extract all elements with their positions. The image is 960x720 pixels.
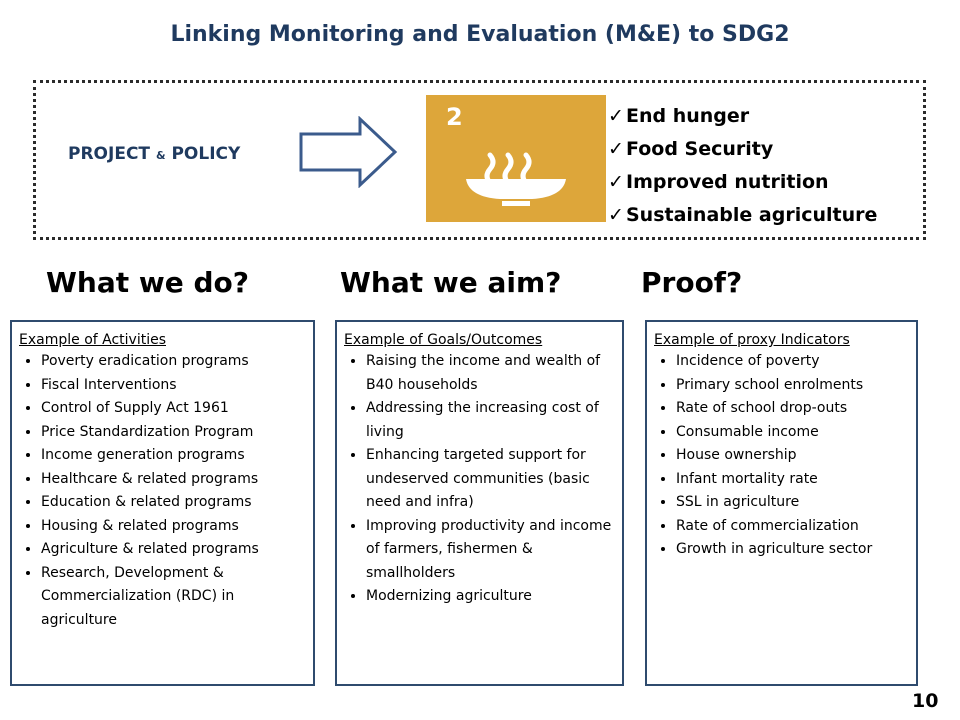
sdg2-goals-list xyxy=(608,100,877,232)
checkmark-icon: ✓ xyxy=(608,105,624,127)
slide-title: Linking Monitoring and Evaluation (M&E) to SDG2 xyxy=(170,22,790,47)
list-item: • Raising the income and wealth of B40 households xyxy=(366,350,616,397)
list-item: • Modernizing agriculture xyxy=(366,585,616,609)
list-item: • Income generation programs xyxy=(41,444,307,468)
goals-outcomes-list xyxy=(344,350,616,609)
activities-list xyxy=(19,350,307,632)
list-item: • Infant mortality rate xyxy=(676,468,910,492)
list-item: • Price Standardization Program xyxy=(41,421,307,445)
list-item: • House ownership xyxy=(676,444,910,468)
list-item: • Enhancing targeted support for undeserved communities (basic need and infra) xyxy=(366,444,616,515)
right-arrow-icon xyxy=(298,116,398,188)
list-item: • Growth in agriculture sector xyxy=(676,538,910,562)
panel-title: Example of Activities xyxy=(19,332,166,348)
list-item: • Incidence of poverty xyxy=(676,350,910,374)
list-item: • Fiscal Interventions xyxy=(41,374,307,398)
project-label: PROJECT xyxy=(68,144,156,164)
activities-panel xyxy=(10,320,315,686)
policy-label: POLICY xyxy=(165,144,241,164)
project-policy-label xyxy=(68,144,240,164)
panel-title: Example of Goals/Outcomes xyxy=(344,332,543,348)
heading-what-we-do: What we do? xyxy=(46,266,249,299)
goal-item: ✓ Sustainable agriculture xyxy=(608,199,877,232)
checkmark-icon: ✓ xyxy=(608,171,624,193)
sdg2-tile xyxy=(426,95,606,222)
goals-outcomes-panel xyxy=(335,320,624,686)
goal-item: ✓ Food Security xyxy=(608,133,877,166)
list-item: • Research, Development & Commercialization (RDC) in agriculture xyxy=(41,562,307,633)
page-number: 10 xyxy=(912,690,939,712)
checkmark-icon: ✓ xyxy=(608,204,624,226)
list-item: • Consumable income xyxy=(676,421,910,445)
list-item: • Agriculture & related programs xyxy=(41,538,307,562)
list-item: • Improving productivity and income of farmers, fishermen & smallholders xyxy=(366,515,616,586)
indicators-panel xyxy=(645,320,918,686)
panel-title: Example of proxy Indicators xyxy=(654,332,850,348)
list-item: • SSL in agriculture xyxy=(676,491,910,515)
bowl-icon xyxy=(464,145,568,207)
heading-proof: Proof? xyxy=(641,266,743,299)
list-item: • Addressing the increasing cost of living xyxy=(366,397,616,444)
sdg-number: 2 xyxy=(446,103,463,131)
checkmark-icon: ✓ xyxy=(608,138,624,160)
list-item: • Rate of school drop-outs xyxy=(676,397,910,421)
list-item: • Primary school enrolments xyxy=(676,374,910,398)
list-item: • Housing & related programs xyxy=(41,515,307,539)
list-item: • Rate of commercialization xyxy=(676,515,910,539)
goal-item: ✓ End hunger xyxy=(608,100,877,133)
list-item: • Education & related programs xyxy=(41,491,307,515)
ampersand: & xyxy=(155,149,166,162)
list-item: • Healthcare & related programs xyxy=(41,468,307,492)
indicators-list xyxy=(654,350,910,562)
heading-what-we-aim: What we aim? xyxy=(340,266,562,299)
list-item: • Poverty eradication programs xyxy=(41,350,307,374)
goal-item: ✓ Improved nutrition xyxy=(608,166,877,199)
list-item: • Control of Supply Act 1961 xyxy=(41,397,307,421)
